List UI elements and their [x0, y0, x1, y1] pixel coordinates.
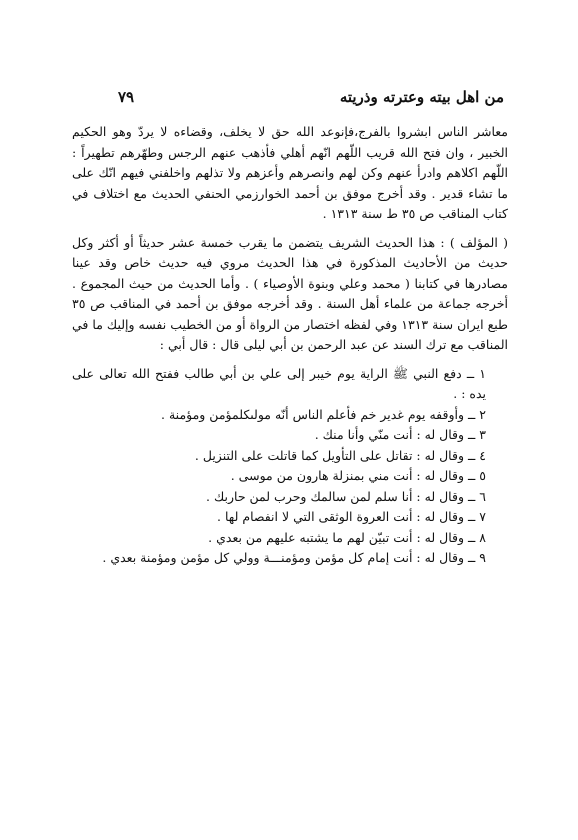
list-item: ٤ ــ وقال له : تقاتل على التأويل كما قاتلت على التنزيل .: [194, 447, 486, 463]
running-title: من اهل بيته وعترته وذريته: [339, 88, 504, 106]
list-item: ٨ ــ وقال له : أنت تبيّن لهم ما يشتبه عليهم من بعدي .: [208, 529, 486, 545]
page-number: ٧٩: [118, 88, 135, 106]
page-header: [118, 88, 504, 114]
list-item: ٦ ــ وقال له : أنا سلم لمن سالمك وحرب لمن حاربك .: [206, 488, 486, 504]
list-item: ٧ ــ وقال له : أنت العروة الوثقى التي لا انفصام لها .: [217, 509, 486, 524]
list-item: ٥ ــ وقال له : أنت مني بمنزلة هارون من موسى .: [230, 468, 486, 483]
list-item: ٣ ــ وقال له : أنت منّي وأنا منك .: [314, 427, 486, 442]
list-item: ٢ ــ وأوقفه يوم غدير خم فأعلم الناس أنّه مولىكلمؤمن ومؤمنة .: [161, 406, 486, 422]
list-item: ٩ ــ وقال له : أنت إمام كل مؤمن ومؤمنـــة وولي كل مؤمن ومؤمنة بعدي .: [102, 550, 486, 565]
hadith-list: [72, 364, 508, 569]
paragraph-hadith-text: معاشر الناس ابشروا بالفرج،فإنوعد الله حق لا يخلف، وقضاءه لا يردّ وهو الحكيم الخبير ، وان فتح الله قريب اللّهم انّهم أهلي فأذهب عنهم الرجس وطهّرهم تطهيراً : اللّهم اكلاهم وادرأ عنهم وكن لهم وانصرهم وأعزهم ولا تذلهم واخلفني فيهم انّك على ما تشاء قدير . وقد أخرج موفق بن أحمد الخوارزمي الحنفي الحديث مع اختلاف في كتاب المناقب ص ٣٥ ط سنة ١٣١٣ .: [72, 124, 508, 221]
paragraph-author-note: ( المؤلف ) : هذا الحديث الشريف يتضمن ما يقرب خمسة عشر حديثاً أو أكثر وكل حديث من الأحاديث المذكورة في هذا الحديث مروي فيه حديث خاص وقد عينا مصادرها في كتابنا ( محمد وعلي وبنوة الأوصياء ) . وأما الحديث من حيث المجموع . أخرجه جماعة من علماء أهل السنة . وقد أخرجه موفق بن أحمد في المناقب ص ٣٥ طبع ايران سنة ١٣١٣ وفي لفظه اختصار من الرواة أو من الخطيب نفسه وإليك ما في المناقب مع ترك السند عن عبد الرحمن بن أبي ليلى قال : قال أبي :: [72, 234, 508, 352]
list-item: ١ ــ دفع النبي ﷺ الراية يوم خيبر إلى علي بن أبي طالب ففتح الله تعالى على يده : .: [72, 365, 486, 401]
page-body: [72, 122, 508, 569]
